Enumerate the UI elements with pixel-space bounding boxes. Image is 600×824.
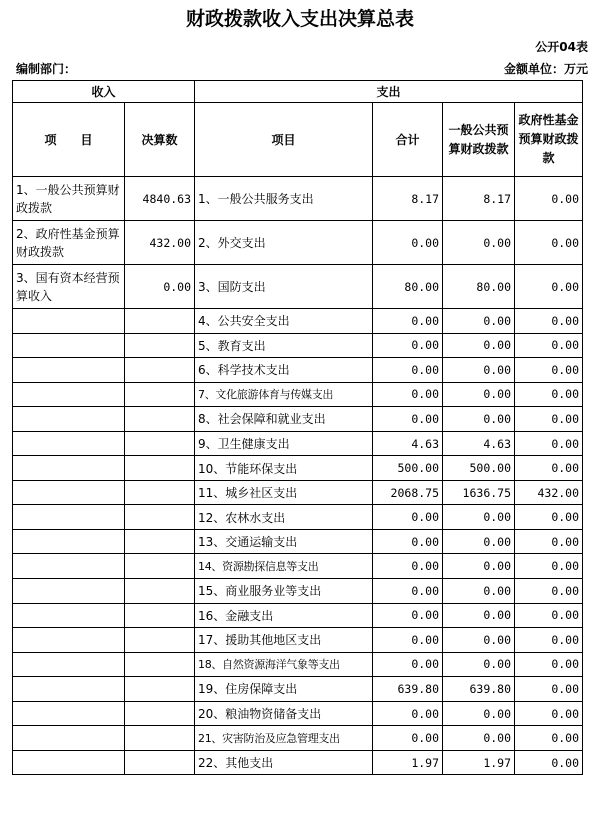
income-amount-cell <box>125 480 195 505</box>
total-cell: 0.00 <box>373 701 443 726</box>
income-amount-cell <box>125 628 195 653</box>
fund-budget-cell: 0.00 <box>515 726 583 751</box>
income-item-cell <box>13 628 125 653</box>
fund-budget-cell: 0.00 <box>515 554 583 579</box>
table-row <box>13 456 583 481</box>
income-item-cell: 2、政府性基金预算财政拨款 <box>13 221 125 265</box>
income-amount-cell <box>125 407 195 432</box>
total-cell: 0.00 <box>373 652 443 677</box>
expense-item-cell: 15、商业服务业等支出 <box>195 579 373 604</box>
table-row <box>13 677 583 702</box>
total-cell: 0.00 <box>373 603 443 628</box>
income-item-cell: 3、国有资本经营预算收入 <box>13 265 125 309</box>
general-budget-cell: 0.00 <box>443 221 515 265</box>
income-item-cell <box>13 309 125 334</box>
income-amount-cell <box>125 456 195 481</box>
table-row <box>13 431 583 456</box>
table-row <box>13 750 583 775</box>
table-row <box>13 309 583 334</box>
total-cell: 500.00 <box>373 456 443 481</box>
total-header: 合计 <box>373 103 443 177</box>
income-item-cell <box>13 652 125 677</box>
general-budget-cell: 0.00 <box>443 652 515 677</box>
table-row <box>13 529 583 554</box>
table-row <box>13 652 583 677</box>
table-row <box>13 177 583 221</box>
table-row <box>13 701 583 726</box>
fund-budget-cell: 0.00 <box>515 177 583 221</box>
total-cell: 0.00 <box>373 309 443 334</box>
income-item-cell <box>13 554 125 579</box>
table-row <box>13 505 583 530</box>
expense-item-cell: 10、节能环保支出 <box>195 456 373 481</box>
table-row <box>13 333 583 358</box>
expense-item-cell: 19、住房保障支出 <box>195 677 373 702</box>
expense-item-cell: 20、粮油物资储备支出 <box>195 701 373 726</box>
total-cell: 0.00 <box>373 726 443 751</box>
fund-budget-cell: 0.00 <box>515 456 583 481</box>
income-amount-cell <box>125 579 195 604</box>
table-row <box>13 221 583 265</box>
income-item-cell <box>13 358 125 383</box>
income-amount-cell: 0.00 <box>125 265 195 309</box>
income-amount-header: 决算数 <box>125 103 195 177</box>
fund-budget-cell: 0.00 <box>515 221 583 265</box>
income-item-cell <box>13 431 125 456</box>
general-budget-cell: 0.00 <box>443 382 515 407</box>
fund-budget-cell: 0.00 <box>515 309 583 334</box>
total-cell: 80.00 <box>373 265 443 309</box>
total-cell: 0.00 <box>373 529 443 554</box>
general-budget-cell: 0.00 <box>443 529 515 554</box>
general-budget-cell: 1636.75 <box>443 480 515 505</box>
fund-budget-cell: 432.00 <box>515 480 583 505</box>
table-row <box>13 358 583 383</box>
total-cell: 0.00 <box>373 579 443 604</box>
fund-budget-cell: 0.00 <box>515 750 583 775</box>
expense-item-cell: 22、其他支出 <box>195 750 373 775</box>
total-cell: 0.00 <box>373 382 443 407</box>
general-budget-cell: 0.00 <box>443 603 515 628</box>
income-item-cell <box>13 603 125 628</box>
general-budget-cell: 0.00 <box>443 579 515 604</box>
income-header: 收入 <box>13 81 195 103</box>
expense-item-cell: 21、灾害防治及应急管理支出 <box>195 726 373 751</box>
expense-item-cell: 7、文化旅游体育与传媒支出 <box>195 382 373 407</box>
income-item-cell <box>13 677 125 702</box>
income-amount-cell <box>125 603 195 628</box>
expense-item-cell: 3、国防支出 <box>195 265 373 309</box>
expense-item-cell: 5、教育支出 <box>195 333 373 358</box>
income-amount-cell <box>125 726 195 751</box>
general-budget-cell: 0.00 <box>443 701 515 726</box>
income-amount-cell <box>125 750 195 775</box>
fund-budget-cell: 0.00 <box>515 407 583 432</box>
fund-budget-cell: 0.00 <box>515 652 583 677</box>
income-amount-cell <box>125 677 195 702</box>
income-item-cell <box>13 750 125 775</box>
income-amount-cell <box>125 309 195 334</box>
expense-item-cell: 13、交通运输支出 <box>195 529 373 554</box>
income-amount-cell <box>125 652 195 677</box>
total-cell: 2068.75 <box>373 480 443 505</box>
page-title: 财政拨款收入支出决算总表 <box>185 8 414 30</box>
table-row <box>13 407 583 432</box>
table-row <box>13 382 583 407</box>
general-budget-cell: 0.00 <box>443 333 515 358</box>
general-budget-header: 一般公共预算财政拨款 <box>443 103 515 177</box>
fund-budget-header: 政府性基金预算财政拨款 <box>515 103 583 177</box>
income-amount-cell: 4840.63 <box>125 177 195 221</box>
income-amount-cell <box>125 333 195 358</box>
expense-item-cell: 8、社会保障和就业支出 <box>195 407 373 432</box>
income-item-cell <box>13 407 125 432</box>
unit-label: 金额单位：万元 <box>503 62 588 76</box>
income-amount-cell <box>125 382 195 407</box>
expense-item-cell: 6、科学技术支出 <box>195 358 373 383</box>
expense-item-header: 项目 <box>195 103 373 177</box>
income-amount-cell <box>125 431 195 456</box>
fund-budget-cell: 0.00 <box>515 382 583 407</box>
income-amount-cell: 432.00 <box>125 221 195 265</box>
header-row-columns <box>13 103 583 177</box>
general-budget-cell: 0.00 <box>443 628 515 653</box>
fund-budget-cell: 0.00 <box>515 358 583 383</box>
table-row <box>13 554 583 579</box>
department-label: 编制部门： <box>16 62 77 76</box>
general-budget-cell: 0.00 <box>443 407 515 432</box>
expense-item-cell: 2、外交支出 <box>195 221 373 265</box>
income-amount-cell <box>125 554 195 579</box>
fund-budget-cell: 0.00 <box>515 579 583 604</box>
fund-budget-cell: 0.00 <box>515 603 583 628</box>
general-budget-cell: 4.63 <box>443 431 515 456</box>
fund-budget-cell: 0.00 <box>515 628 583 653</box>
table-row <box>13 480 583 505</box>
general-budget-cell: 8.17 <box>443 177 515 221</box>
expense-item-cell: 9、卫生健康支出 <box>195 431 373 456</box>
income-amount-cell <box>125 529 195 554</box>
fund-budget-cell: 0.00 <box>515 529 583 554</box>
total-cell: 0.00 <box>373 505 443 530</box>
fund-budget-cell: 0.00 <box>515 677 583 702</box>
total-cell: 0.00 <box>373 333 443 358</box>
total-cell: 639.80 <box>373 677 443 702</box>
expense-item-cell: 4、公共安全支出 <box>195 309 373 334</box>
total-cell: 1.97 <box>373 750 443 775</box>
fund-budget-cell: 0.00 <box>515 333 583 358</box>
expense-item-cell: 18、自然资源海洋气象等支出 <box>195 652 373 677</box>
fund-budget-cell: 0.00 <box>515 701 583 726</box>
general-budget-cell: 1.97 <box>443 750 515 775</box>
general-budget-cell: 80.00 <box>443 265 515 309</box>
total-cell: 0.00 <box>373 358 443 383</box>
expense-item-cell: 12、农林水支出 <box>195 505 373 530</box>
fund-budget-cell: 0.00 <box>515 431 583 456</box>
income-amount-cell <box>125 505 195 530</box>
expense-header: 支出 <box>195 81 583 103</box>
income-item-cell <box>13 382 125 407</box>
form-number: 公开04表 <box>535 40 588 54</box>
expense-item-cell: 11、城乡社区支出 <box>195 480 373 505</box>
table-row <box>13 603 583 628</box>
income-item-cell <box>13 726 125 751</box>
total-cell: 4.63 <box>373 431 443 456</box>
table-row <box>13 726 583 751</box>
general-budget-cell: 0.00 <box>443 554 515 579</box>
income-amount-cell <box>125 701 195 726</box>
expense-item-cell: 16、金融支出 <box>195 603 373 628</box>
table-row <box>13 628 583 653</box>
fund-budget-cell: 0.00 <box>515 505 583 530</box>
income-item-cell <box>13 701 125 726</box>
general-budget-cell: 0.00 <box>443 726 515 751</box>
income-amount-cell <box>125 358 195 383</box>
income-item-cell <box>13 456 125 481</box>
income-item-cell <box>13 505 125 530</box>
table-row <box>13 265 583 309</box>
table-row <box>13 579 583 604</box>
income-item-cell <box>13 480 125 505</box>
income-item-header: 项 目 <box>13 103 125 177</box>
general-budget-cell: 0.00 <box>443 358 515 383</box>
expense-item-cell: 14、资源勘探信息等支出 <box>195 554 373 579</box>
income-item-cell <box>13 529 125 554</box>
header-row-groups <box>13 81 583 103</box>
total-cell: 0.00 <box>373 407 443 432</box>
general-budget-cell: 0.00 <box>443 309 515 334</box>
income-item-cell <box>13 579 125 604</box>
total-cell: 0.00 <box>373 554 443 579</box>
total-cell: 8.17 <box>373 177 443 221</box>
total-cell: 0.00 <box>373 628 443 653</box>
expense-item-cell: 17、援助其他地区支出 <box>195 628 373 653</box>
income-item-cell <box>13 333 125 358</box>
fund-budget-cell: 0.00 <box>515 265 583 309</box>
income-item-cell: 1、一般公共预算财政拨款 <box>13 177 125 221</box>
expense-item-cell: 1、一般公共服务支出 <box>195 177 373 221</box>
budget-table <box>12 80 583 775</box>
general-budget-cell: 500.00 <box>443 456 515 481</box>
total-cell: 0.00 <box>373 221 443 265</box>
general-budget-cell: 0.00 <box>443 505 515 530</box>
general-budget-cell: 639.80 <box>443 677 515 702</box>
